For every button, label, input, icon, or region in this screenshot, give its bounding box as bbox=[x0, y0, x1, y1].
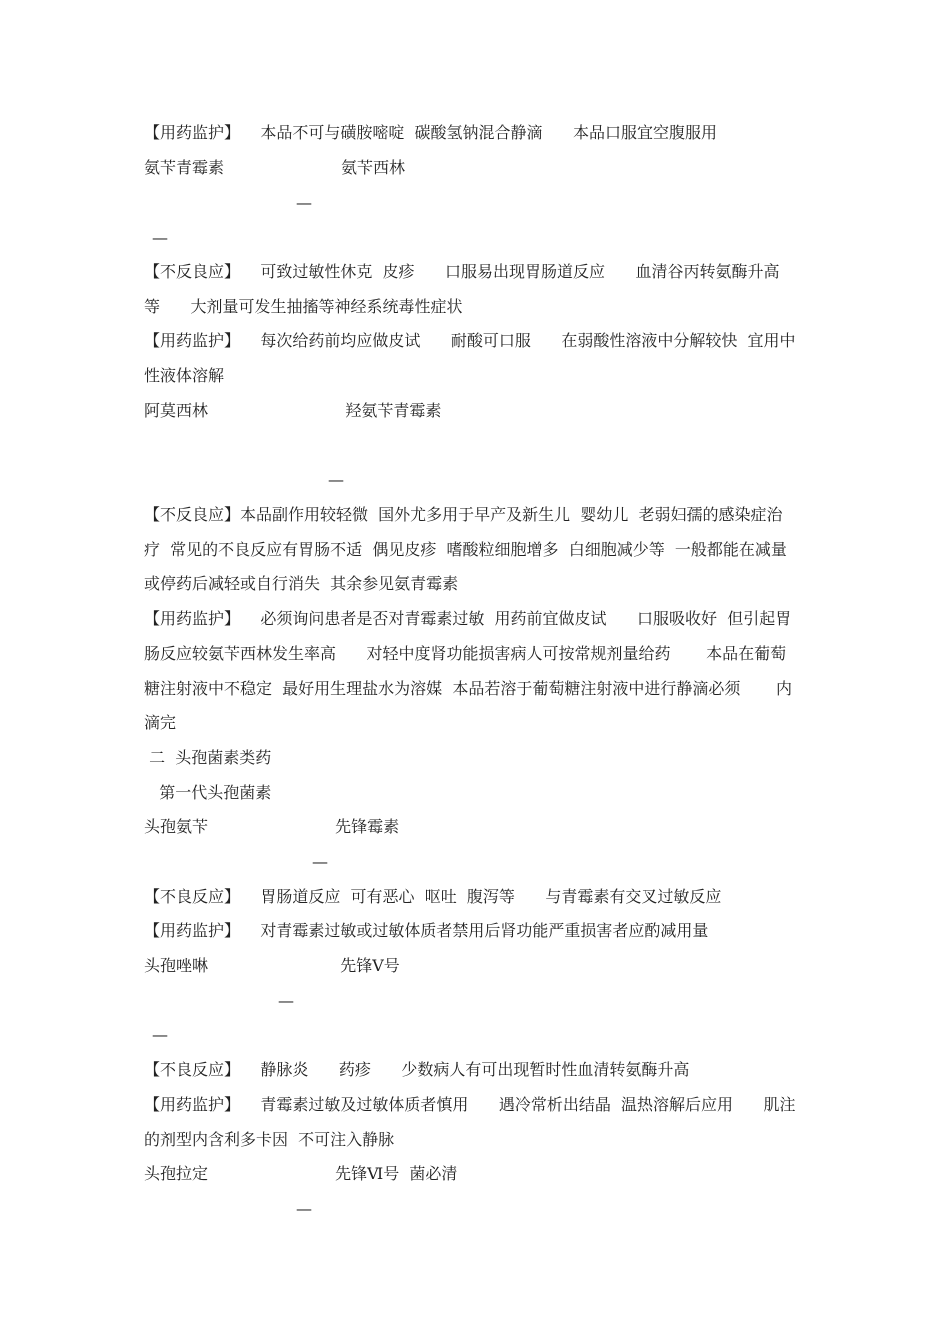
dash-mark: — bbox=[278, 991, 294, 1010]
dash-mark: — bbox=[296, 193, 312, 212]
dash-mark: — bbox=[312, 852, 328, 871]
text-line: 的剂型内含利多卡因 不可注入静脉 bbox=[144, 1130, 395, 1149]
text-line: 头孢氨苄 先锋霉素 bbox=[144, 817, 400, 836]
text-line: 头孢唑啉 先锋Ⅴ号 bbox=[144, 956, 400, 975]
text-line: 疗 常见的不良反应有胃肠不适 偶见皮疹 嗜酸粒细胞增多 白细胞减少等 一般都能在减量 bbox=[144, 540, 787, 559]
text-line: 头孢拉定 先锋Ⅵ号 菌必清 bbox=[144, 1164, 458, 1183]
dash-mark: — bbox=[152, 1025, 168, 1044]
subsection-heading: 第一代头孢菌素 bbox=[144, 783, 272, 802]
text-line: 肠反应较氨苄西林发生率高 对轻中度肾功能损害病人可按常规剂量给药 本品在葡萄 bbox=[144, 644, 787, 663]
dash-mark: — bbox=[152, 228, 168, 247]
text-line: 【不反良应】本品副作用较轻微 国外尤多用于早产及新生儿 婴幼儿 老弱妇孺的感染症治 bbox=[144, 505, 783, 524]
dash-mark: — bbox=[296, 1199, 312, 1218]
text-line: 氨苄青霉素 氨苄西林 bbox=[144, 158, 405, 177]
text-line: 滴完 bbox=[144, 713, 177, 732]
text-line: 阿莫西林 羟氨苄青霉素 bbox=[144, 401, 442, 420]
text-line: 【用药监护】 必须询问患者是否对青霉素过敏 用药前宜做皮试 口服吸收好 但引起胃 bbox=[144, 609, 792, 628]
text-line: 或停药后减轻或自行消失 其余参见氨青霉素 bbox=[144, 574, 459, 593]
section-heading: 二 头孢菌素类药 bbox=[144, 748, 272, 767]
text-line: 【用药监护】 对青霉素过敏或过敏体质者禁用后肾功能严重损害者应酌减用量 bbox=[144, 921, 709, 940]
text-line: 等 大剂量可发生抽搐等神经系统毒性症状 bbox=[144, 297, 463, 316]
text-line: 【不良反应】 静脉炎 药疹 少数病人有可出现暂时性血清转氨酶升高 bbox=[144, 1060, 690, 1079]
text-line: 【不反良应】 可致过敏性休克 皮疹 口服易出现胃肠道反应 血清谷丙转氨酶升高 bbox=[144, 262, 780, 281]
text-line: 【用药监护】 青霉素过敏及过敏体质者慎用 遇冷常析出结晶 温热溶解后应用 肌注 bbox=[144, 1095, 796, 1114]
text-line: 糖注射液中不稳定 最好用生理盐水为溶媒 本品若溶于葡萄糖注射液中进行静滴必须 内 bbox=[144, 679, 792, 698]
text-line: 【用药监护】 每次给药前均应做皮试 耐酸可口服 在弱酸性溶液中分解较快 宜用中 bbox=[144, 331, 796, 350]
text-line: 【不良反应】 胃肠道反应 可有恶心 呕吐 腹泻等 与青霉素有交叉过敏反应 bbox=[144, 887, 722, 906]
text-line: 【用药监护】 本品不可与磺胺嘧啶 碳酸氢钠混合静滴 本品口服宜空腹服用 bbox=[144, 123, 718, 142]
text-line: 性液体溶解 bbox=[144, 366, 225, 385]
dash-mark: — bbox=[328, 470, 344, 489]
